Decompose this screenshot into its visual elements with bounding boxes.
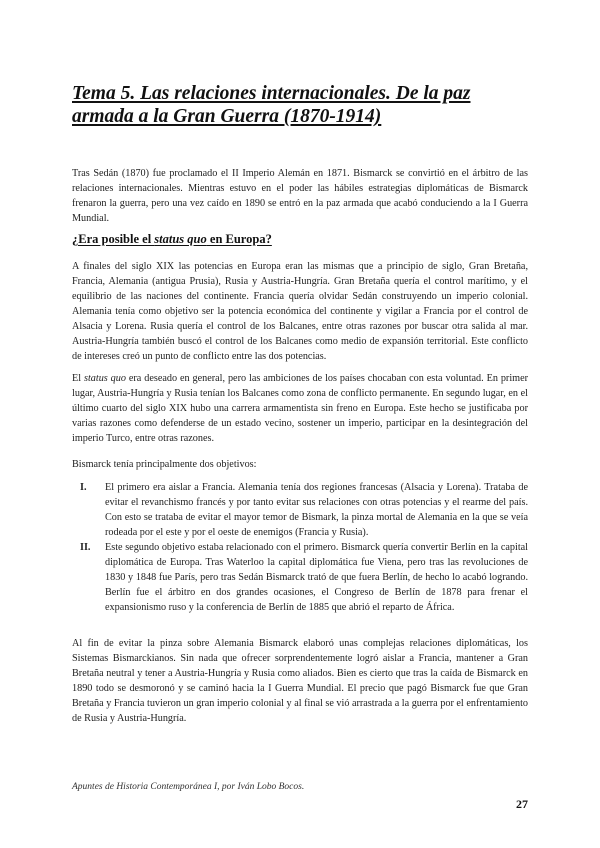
objective-item	[72, 540, 528, 615]
para2-suffix: era deseado en general, pero las ambiciones de los países chocaban con esta voluntad. En primer lugar, Austria-Hungría y Rusia tenían los Balcanes como zona de conflicto permanente. En segundo lugar, en el último cuarto del siglo XIX hubo una carrera armamentista sin freno en Europa. Este hecho se justificaba por varias razones como defenderse de un estado vecino, sostener un imperio, participar en la desintegración del imperio Turco, entre otras razones.	[72, 373, 528, 444]
page-number: 27	[516, 797, 528, 811]
intro-text: Tras Sedán (1870) fue proclamado el II Imperio Alemán en 1871. Bismarck se convirtió en el árbitro de las relaciones internacionales. Mientras estuvo en el poder las hábiles estrategias diplomáticas de Bismarck frenaron la guerra, pero una vez caído en 1890 se entró en la paz armada que acabó conduciendo a la I Guerra Mundial.	[72, 168, 528, 224]
paragraph-objectives-intro-text: Bismarck tenía principalmente dos objetivos:	[72, 459, 257, 470]
section-heading-emphasis: status quo	[154, 232, 207, 246]
objective-text: Este segundo objetivo estaba relacionado con el primero. Bismarck quería convertir Berlín en la capital diplomática de Europa. Tras Waterloo la capital diplomática fue Viena, pero tras las revoluciones de 1830 y 1848 fue París, pero tras Sedán Bismarck trató de que fuera Berlín, de hecho lo acabó logrando. Berlín fue el árbitro en dos grandes ocasiones, el Congreso de Berlín de 1878 para frenar el expansionismo ruso y la conferencia de Berlín de 1885 que abrió el reparto de África.	[105, 542, 528, 613]
objective-marker: I.	[80, 482, 87, 493]
paragraph-objectives-intro	[72, 457, 528, 472]
paragraph-bismarckian-systems	[72, 636, 528, 726]
paragraph-bismarckian-systems-text: Al fin de evitar la pinza sobre Alemania Bismarck elaboró unas complejas relaciones diplomáticas, los Sistemas Bismarckianos. Sin nada que ofrecer sorprendentemente logró aislar a Francia, mantener a Gran Bretaña neutral y tener a Austria-Hungría y Rusia como aliados. Bien es cierto que tras la caída de Bismarck en 1890 todo se desmoronó y se caminó hacia la I Guerra Mundial. El precio que pagó Bismarck fue que Gran Bretaña y Francia tuvieron un gran imperio colonial y al final se vió arrastrada a la guerra por el enfrentamiento de Rusia y Austria-Hungría.	[72, 638, 528, 724]
objective-marker: II.	[80, 542, 91, 553]
paragraph-powers	[72, 259, 528, 364]
objective-item	[72, 480, 528, 540]
footer-credit: Apuntes de Historia Contemporánea I, por Iván Lobo Bocos.	[72, 782, 305, 792]
objectives-list	[72, 480, 528, 615]
paragraph-powers-text: A finales del siglo XIX las potencias en Europa eran las mismas que a principio de siglo, Gran Bretaña, Francia, Alemania (antigua Prusia), Rusia y Austria-Hungría. Gran Bretaña quería el control marítimo, y el equilibrio de las naciones del continente. Francia quería olvidar Sedán construyendo un imperio colonial. Alemania tenía como objetivo ser la potencia económica del continente y vigilar a Francia por el control de Alsacia y Lorena. Rusia quería el control de los Balcanes, entre otras razones por buscar otra salida al mar. Austria-Hungría también buscó el control de los Balcanes como medio de expansión territorial. Este conflicto de intereses creó un punto de conflicto entre las dos potencias.	[72, 261, 528, 362]
intro-paragraph	[72, 166, 528, 226]
section-heading-suffix: en Europa?	[206, 232, 272, 246]
document-title: Tema 5. Las relaciones internacionales. De la paz armada a la Gran Guerra (1870-1914)	[72, 83, 471, 127]
paragraph-status-quo-text	[72, 371, 528, 446]
para2-emphasis: status quo	[83, 373, 126, 384]
section-heading	[72, 232, 272, 247]
objective-text: El primero era aislar a Francia. Alemania tenía dos regiones francesas (Alsacia y Lorena). Trataba de evitar el revanchismo francés y por tanto evitar sus relaciones con otras potencias y el rearme del país. Con esto se trataba de evitar el mayor temor de Bismark, la pinza mortal de Alemania en la que se veía rodeada por el este y por el oeste de enemigos (Francia y Rusia).	[105, 482, 528, 538]
paragraph-status-quo	[72, 371, 528, 446]
para2-prefix: El	[72, 373, 84, 384]
section-heading-prefix: ¿Era posible el	[72, 232, 155, 246]
